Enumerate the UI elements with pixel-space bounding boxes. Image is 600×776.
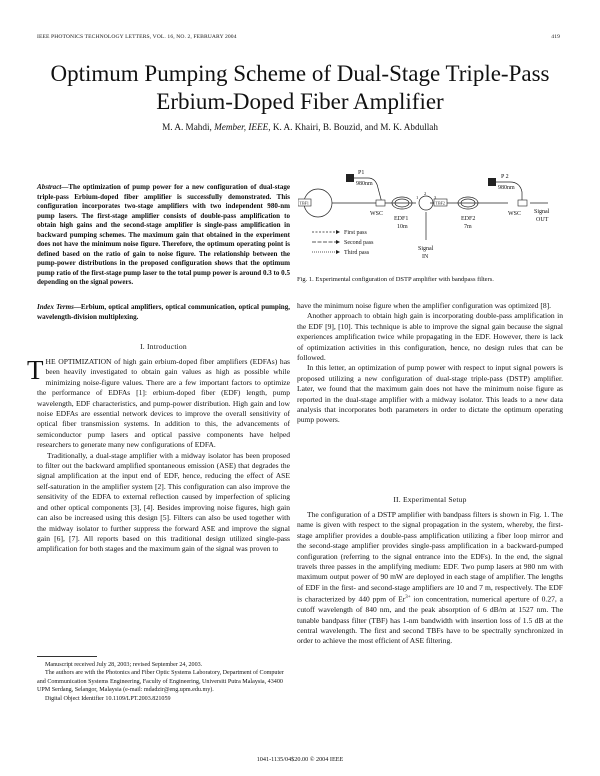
label-edf1: EDF1 <box>394 216 409 222</box>
label-wsc1: WSC <box>370 211 384 217</box>
label-wsc2: WSC <box>508 211 522 217</box>
label-p2-wavelength: 980nm <box>498 185 515 191</box>
setup-text-b: ion concentration, numerical aperture of 0.27, a cutoff wavelength of 840 nm, and the peak absorption of 6 dB/m at 1527 nm. The tunable bandpass filter (TBF) has 1-nm bandwidth with insertion loss of 1.5 dB at the central wavelength. The first and second TBFs have to be spectrally synchronized in order to achieve the most efficient of ASE filtering. <box>297 594 563 646</box>
footnote-rule <box>37 656 97 657</box>
index-terms <box>37 303 290 322</box>
label-edf2: EDF2 <box>461 216 476 222</box>
legend-second-arrow <box>336 240 340 244</box>
intro-paragraph-3: Another approach to obtain high gain is incorporating double-pass amplification in the EDF [9], [10]. This technique is able to improve the signal gain because the signal experiences amplification twice while propagating in the EDF. However, there is lack of optimization activities in this configuration, hence, no design rules that can be followed. <box>297 311 563 363</box>
continuation-paragraph: have the minimum noise figure when the amplifier configuration was optimized [8]. <box>297 301 552 310</box>
intro-paragraph-1-text: HE OPTIMIZATION of high gain erbium-doped fiber amplifiers (EDFAs) has been heavily investigated to obtain gain values as high as possible while minimizing noise-figure values. There are a few important factors to optimize the performance of EDFAs [1]: erbium-doped fiber (EDF) length, pump wavelength, EDF characteristics, and pump-power distribution. High gain and low noise EDFAs are essential network devices to improve the overall sensitivity of optical fiber transmission systems. In addition to this, the advancements of semiconductor pump lasers and optical passive components have helped researchers to generate many new configurations of EDFA. <box>37 357 290 450</box>
label-p1-wavelength: 980nm <box>356 181 373 187</box>
label-edf2-length: 7m <box>464 224 472 230</box>
legend-first-arrow <box>336 230 340 234</box>
copyright-line: 1041-1135/04$20.00 © 2004 IEEE <box>256 756 344 763</box>
introduction-body <box>27 355 290 555</box>
author-membership: Member, IEEE <box>214 122 269 132</box>
setup-paragraph-1 <box>297 510 563 647</box>
label-out: OUT <box>536 217 549 223</box>
abstract <box>37 183 290 288</box>
running-head: IEEE PHOTONICS TECHNOLOGY LETTERS, VOL. 16, NO. 2, FEBRUARY 2004 <box>37 34 237 40</box>
footnote-affiliation: The authors are with the Photonics and Fiber Optic Systems Laboratory, Department of Computer and Communication Systems Engineering, Faculty of Engineering, Universiti Putra Malaysia, 43400 UPM Serdang, Selangor, Malaysia (e-mail: mdadzir@eng.upm.edu.my). <box>37 670 284 694</box>
label-port-2: 2 <box>424 191 427 196</box>
index-terms-text: —Erbium, optical amplifiers, optical communication, optical pumping, wavelength-division multiplexing. <box>37 303 290 321</box>
label-port-1: 1 <box>416 195 419 200</box>
label-in: IN <box>422 254 429 260</box>
label-tbf2: TBF2 <box>435 200 445 206</box>
figure-1-diagram <box>298 168 564 272</box>
page-number: 419 <box>551 34 560 40</box>
label-p1: P1 <box>358 170 365 176</box>
index-terms-label: Index Terms <box>37 303 74 311</box>
author-list <box>30 122 570 132</box>
figure-1-caption: Fig. 1. Experimental configuration of DSTP amplifier with bandpass filters. <box>297 276 494 283</box>
author-prefix: M. A. Mahdi, <box>162 122 215 132</box>
section-heading-experimental-setup: II. Experimental Setup <box>393 495 467 504</box>
footnote <box>37 661 290 703</box>
section-heading-introduction: I. Introduction <box>140 342 187 351</box>
label-tbf1: TBF1 <box>299 200 309 206</box>
legend-first-pass: First pass <box>344 230 367 236</box>
abstract-label: Abstract <box>37 183 62 191</box>
footnote-received: Manuscript received July 28, 2003; revised September 24, 2003. <box>45 662 203 668</box>
intro-paragraph-2: Traditionally, a dual-stage amplifier with a midway isolator has been proposed to filter out the backward amplified spontaneous emission (ASE) that degrades the signal amplification at the input end of EDF, hence, reducing the effect of ASE self-saturation in the amplifier system [2]. This configuration can also improve the sensitivity of the EDFA to external reflection caused by imperfection of splicing and other optical components [3], [4]. Besides improving noise figures, high gain can also be increased using this design [5]. Filters can also be used together with the midway isolator to further suppress the forward ASE and improve the signal gain [6], [7]. All reports based on this traditional design utilized single-pass amplification for both stages and the maximum gain of the signal was proven to <box>37 450 290 554</box>
wsc1-box <box>376 200 385 206</box>
author-rest: , K. A. Khairi, B. Bouzid, and M. K. Abdullah <box>268 122 438 132</box>
pump1-laser <box>346 174 354 182</box>
wsc2-box <box>518 200 527 206</box>
label-port-3: 3 <box>434 195 437 200</box>
setup-text-a: The configuration of a DSTP amplifier with bandpass filters is shown in Fig. 1. The name is given with respect to the signal propagation in the system, whereby, the first-stage amplifier provides a double-pass amplification utilizing a fiber loop mirror and the second-stage amplifier provides single-pass amplification in a backward-pumped configuration (referring to the signal entrance into the EDFs). In the end, the signal travels three passes in the amplifying medium: EDF. Two pump lasers at 980 nm with maximum output power of 90 mW are deployed in each stage of amplifier. The lengths of EDF in the first- and second-stage amplifiers are 10 and 7 m, respectively. The EDF is characterized by 440 ppm of Er <box>297 510 563 604</box>
paper-title: Optimum Pumping Scheme of Dual-Stage Triple-Pass Erbium-Doped Fiber Amplifier <box>50 61 550 114</box>
label-signal-out: Signal <box>534 209 550 215</box>
right-column-intro <box>297 301 563 426</box>
superscript-ion: 3+ <box>405 595 411 601</box>
label-signal-in: Signal <box>418 246 434 252</box>
pump2-laser <box>488 178 496 186</box>
label-edf1-length: 10m <box>397 224 408 230</box>
drop-cap: T <box>27 355 44 385</box>
legend-third-pass: Third pass <box>344 250 370 256</box>
experimental-setup-body <box>297 510 563 647</box>
intro-paragraph-1 <box>27 355 290 451</box>
legend-second-pass: Second pass <box>344 240 374 246</box>
abstract-text: —The optimization of pump power for a new configuration of dual-stage triple-pass Erbium-doped fiber amplifier is successfully demonstrated. This configuration incorporates two-stage amplifiers with two independent 980-nm pump lasers. The first-stage amplifier consists of double-pass amplification to obtain high gains and the second-stage amplifier is single-pass amplification in backward pumping schemes. The maximum gain that obtained in the experiment does not have the minimum noise figure. Therefore, the optimum operating point is defined based on the ratio of gain to noise figure. The relationship between the pump-power distributions in the proposed configuration shows that the optimum pump ratio of the first-stage pump laser to the total pump power is around 0.3 to 0.5 depending on the signal powers. <box>37 183 290 286</box>
intro-paragraph-4: In this letter, an optimization of pump power with respect to input signal powers is proposed utilizing a new configuration of dual-stage triple-pass (DSTP) amplifier. Later, we found that the maximum gain does not have the minimum noise figure as reported in the dual-stage amplifier with a midway isolator. This leads to a new data analysis that incorporates both parameters in order to dictate the optimum operating pump powers. <box>297 363 563 425</box>
footnote-doi: Digital Object Identifier 10.1109/LPT.2003.821059 <box>45 695 171 702</box>
legend-third-arrow <box>336 250 340 254</box>
label-p2: P 2 <box>501 174 509 180</box>
